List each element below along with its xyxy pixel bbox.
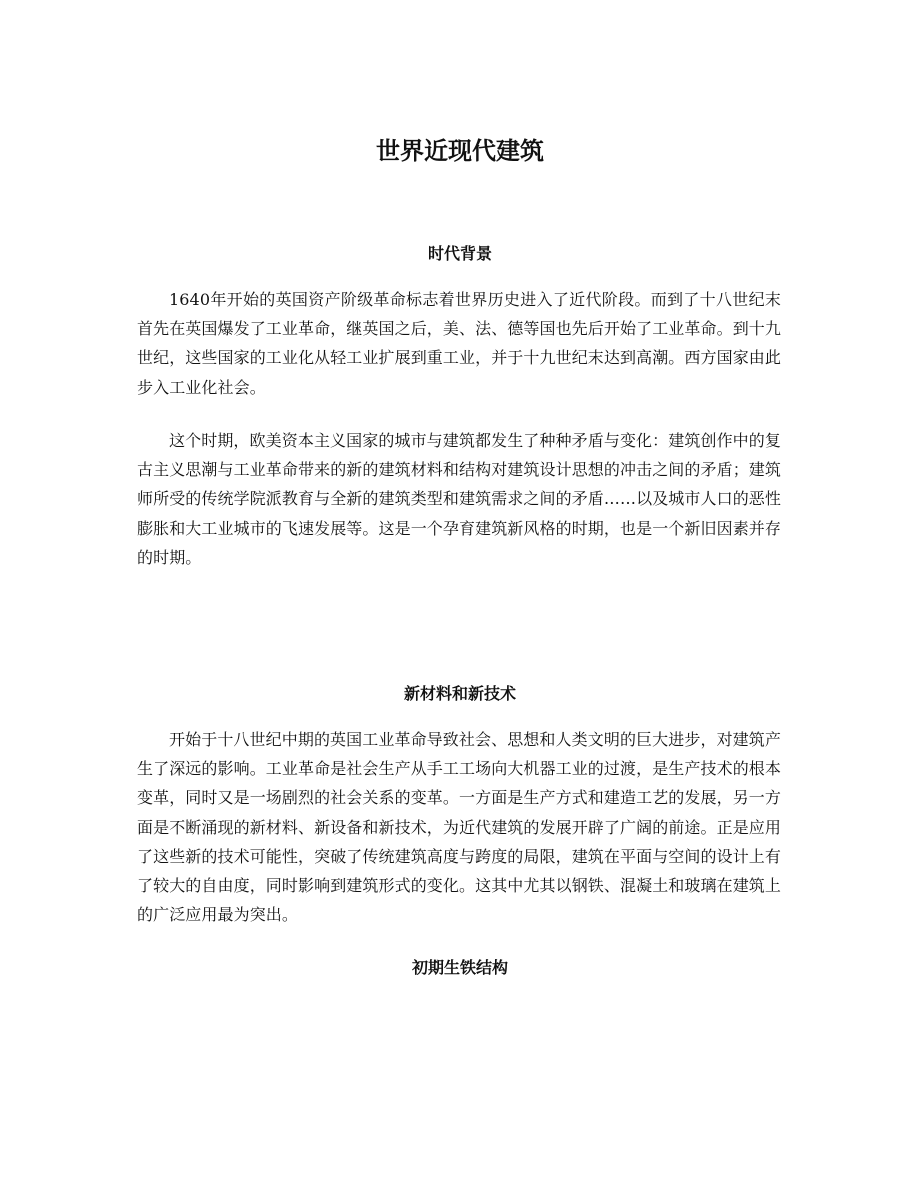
paragraph: 1640年开始的英国资产阶级革命标志着世界历史进入了近代阶段。而到了十八世纪末首先在英国爆发了工业革命，继英国之后，美、法、德等国也先后开始了工业革命。到十九世纪，这些国家的工业化从轻工业扩展到重工业，并于十九世纪末达到高潮。西方国家由此步入工业化社会。 <box>137 290 782 397</box>
document-title: 世界近现代建筑 <box>376 136 544 165</box>
section-heading-new-materials: 新材料和新技术 <box>403 684 516 703</box>
paragraph: 这个时期，欧美资本主义国家的城市与建筑都发生了种种矛盾与变化：建筑创作中的复古主义思潮与工业革命带来的新的建筑材料和结构对建筑设计思想的冲击之间的矛盾；建筑师所受的传统学院派教育与全新的建筑类型和建筑需求之间的矛盾……以及城市人口的恶性膨胀和大工业城市的飞速发展等。这是一个孕育建筑新风格的时期，也是一个新旧因素并存的时期。 <box>137 431 782 567</box>
section-heading-era-background: 时代背景 <box>427 244 492 263</box>
section-heading-early-cast-iron: 初期生铁结构 <box>411 958 508 977</box>
paragraph: 开始于十八世纪中期的英国工业革命导致社会、思想和人类文明的巨大进步，对建筑产生了深远的影响。工业革命是社会生产从手工工场向大机器工业的过渡，是生产技术的根本变革，同时又是一场剧烈的社会关系的变革。一方面是生产方式和建造工艺的发展，另一方面是不断涌现的新材料、新设备和新技术，为近代建筑的发展开辟了广阔的前途。正是应用了这些新的技术可能性，突破了传统建筑高度与跨度的局限，建筑在平面与空间的设计上有了较大的自由度，同时影响到建筑形式的变化。这其中尤其以钢铁、混凝土和玻璃在建筑上的广泛应用最为突出。 <box>137 730 782 925</box>
